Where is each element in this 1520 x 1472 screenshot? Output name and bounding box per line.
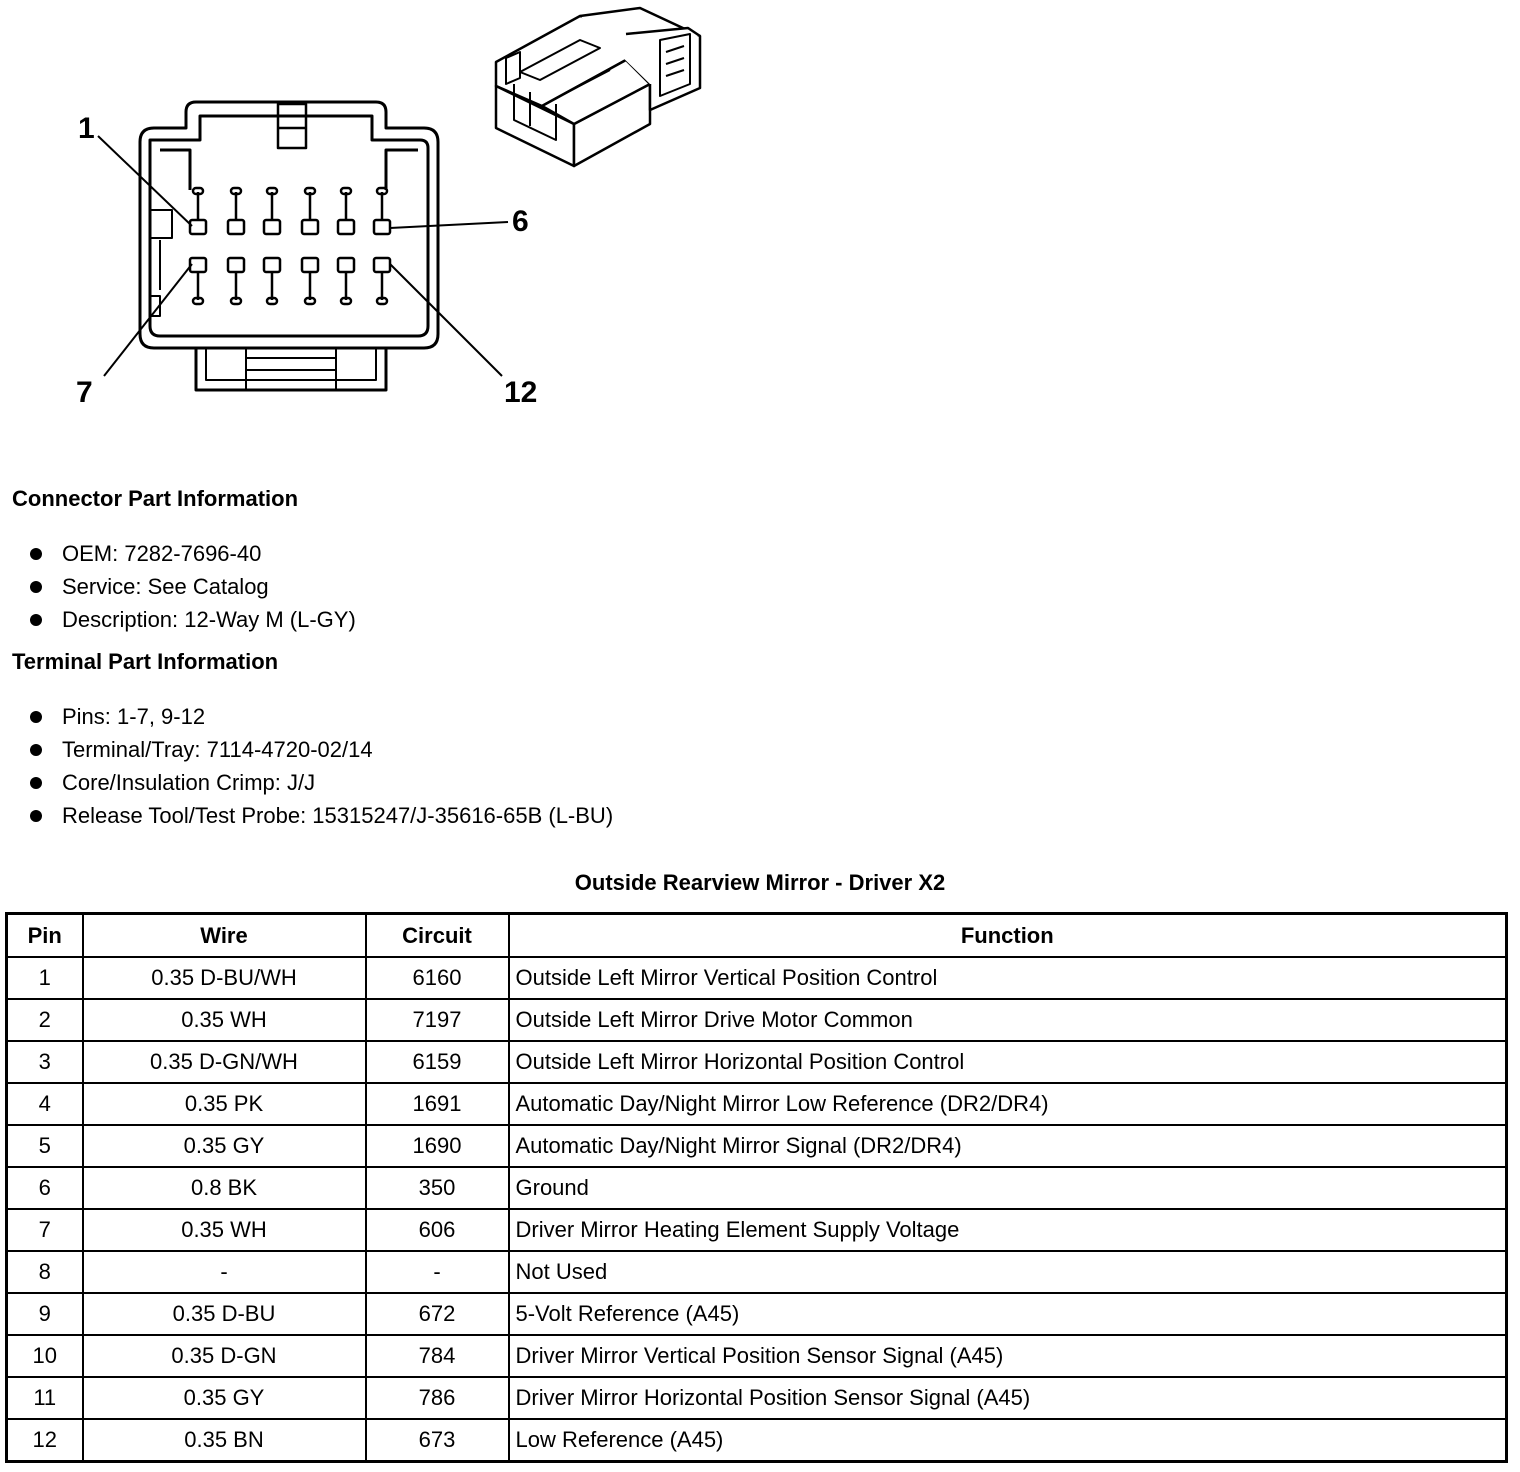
connector-isometric-illustration xyxy=(496,8,700,166)
cell-pin: 4 xyxy=(7,1083,83,1125)
table-row xyxy=(7,1125,1507,1167)
list-item: OEM: 7282-7696-40 xyxy=(28,537,356,570)
header-circuit: Circuit xyxy=(366,914,509,958)
cell-function: Driver Mirror Horizontal Position Sensor Signal (A45) xyxy=(509,1377,1507,1419)
terminal-10 xyxy=(302,258,318,304)
cell-circuit: 7197 xyxy=(366,999,509,1041)
cell-pin: 7 xyxy=(7,1209,83,1251)
cell-circuit: 6159 xyxy=(366,1041,509,1083)
cell-wire: 0.35 WH xyxy=(83,1209,366,1251)
pin-label-7: 7 xyxy=(76,376,93,409)
cell-pin: 2 xyxy=(7,999,83,1041)
cell-wire: 0.35 D-BU/WH xyxy=(83,957,366,999)
table-row xyxy=(7,1419,1507,1462)
cell-circuit: 784 xyxy=(366,1335,509,1377)
terminal-8 xyxy=(228,258,244,304)
header-function: Function xyxy=(509,914,1507,958)
table-row xyxy=(7,1167,1507,1209)
cell-function: Outside Left Mirror Horizontal Position Control xyxy=(509,1041,1507,1083)
cell-circuit: 606 xyxy=(366,1209,509,1251)
cell-function: Automatic Day/Night Mirror Signal (DR2/DR4) xyxy=(509,1125,1507,1167)
table-header-row xyxy=(7,914,1507,958)
terminal-11 xyxy=(338,258,354,304)
cell-function: 5-Volt Reference (A45) xyxy=(509,1293,1507,1335)
cell-function: Ground xyxy=(509,1167,1507,1209)
table-row xyxy=(7,999,1507,1041)
terminal-part-info-heading: Terminal Part Information xyxy=(12,649,279,674)
cell-pin: 12 xyxy=(7,1419,83,1462)
pin-label-6: 6 xyxy=(512,205,529,238)
connector-diagram xyxy=(0,0,760,430)
terminal-2 xyxy=(228,188,244,234)
cell-wire: 0.8 BK xyxy=(83,1167,366,1209)
pin-label-1: 1 xyxy=(78,112,95,145)
table-row xyxy=(7,1083,1507,1125)
terminal-4 xyxy=(302,188,318,234)
table-row xyxy=(7,1293,1507,1335)
terminal-9 xyxy=(264,258,280,304)
terminal-1 xyxy=(190,188,206,234)
terminal-3 xyxy=(264,188,280,234)
header-wire: Wire xyxy=(83,914,366,958)
terminal-part-info-list xyxy=(28,700,613,832)
pin-label-12: 12 xyxy=(504,376,538,409)
cell-function: Not Used xyxy=(509,1251,1507,1293)
table-row xyxy=(7,1209,1507,1251)
cell-circuit: - xyxy=(366,1251,509,1293)
cell-wire: - xyxy=(83,1251,366,1293)
header-pin: Pin xyxy=(7,914,83,958)
cell-circuit: 786 xyxy=(366,1377,509,1419)
cell-pin: 5 xyxy=(7,1125,83,1167)
cell-function: Automatic Day/Night Mirror Low Reference (DR2/DR4) xyxy=(509,1083,1507,1125)
cell-pin: 6 xyxy=(7,1167,83,1209)
cell-pin: 10 xyxy=(7,1335,83,1377)
cell-circuit: 1690 xyxy=(366,1125,509,1167)
table-row xyxy=(7,957,1507,999)
cell-function: Outside Left Mirror Vertical Position Control xyxy=(509,957,1507,999)
connector-part-info-heading: Connector Part Information xyxy=(12,486,299,511)
cell-wire: 0.35 D-GN xyxy=(83,1335,366,1377)
cell-pin: 9 xyxy=(7,1293,83,1335)
list-item: Pins: 1-7, 9-12 xyxy=(28,700,613,733)
cell-pin: 8 xyxy=(7,1251,83,1293)
cell-function: Driver Mirror Vertical Position Sensor Signal (A45) xyxy=(509,1335,1507,1377)
cell-wire: 0.35 GY xyxy=(83,1377,366,1419)
cell-pin: 11 xyxy=(7,1377,83,1419)
cell-pin: 1 xyxy=(7,957,83,999)
cell-function: Outside Left Mirror Drive Motor Common xyxy=(509,999,1507,1041)
cell-function: Driver Mirror Heating Element Supply Voltage xyxy=(509,1209,1507,1251)
terminal-12 xyxy=(374,258,390,304)
cell-circuit: 673 xyxy=(366,1419,509,1462)
terminal-5 xyxy=(338,188,354,234)
table-row xyxy=(7,1377,1507,1419)
cell-pin: 3 xyxy=(7,1041,83,1083)
cell-wire: 0.35 BN xyxy=(83,1419,366,1462)
cell-wire: 0.35 D-BU xyxy=(83,1293,366,1335)
cell-function: Low Reference (A45) xyxy=(509,1419,1507,1462)
table-row xyxy=(7,1041,1507,1083)
table-row xyxy=(7,1335,1507,1377)
table-title: Outside Rearview Mirror - Driver X2 xyxy=(574,870,946,895)
cell-circuit: 350 xyxy=(366,1167,509,1209)
list-item: Service: See Catalog xyxy=(28,570,356,603)
list-item: Terminal/Tray: 7114-4720-02/14 xyxy=(28,733,613,766)
list-item: Core/Insulation Crimp: J/J xyxy=(28,766,613,799)
list-item: Release Tool/Test Probe: 15315247/J-35616-65B (L-BU) xyxy=(28,799,613,832)
cell-wire: 0.35 D-GN/WH xyxy=(83,1041,366,1083)
terminal-6 xyxy=(374,188,390,234)
cell-wire: 0.35 WH xyxy=(83,999,366,1041)
connector-part-info-list xyxy=(28,537,356,636)
table-row xyxy=(7,1251,1507,1293)
cell-circuit: 672 xyxy=(366,1293,509,1335)
pinout-table xyxy=(5,912,1508,1463)
cell-circuit: 1691 xyxy=(366,1083,509,1125)
cell-circuit: 6160 xyxy=(366,957,509,999)
cell-wire: 0.35 PK xyxy=(83,1083,366,1125)
list-item: Description: 12-Way M (L-GY) xyxy=(28,603,356,636)
cell-wire: 0.35 GY xyxy=(83,1125,366,1167)
